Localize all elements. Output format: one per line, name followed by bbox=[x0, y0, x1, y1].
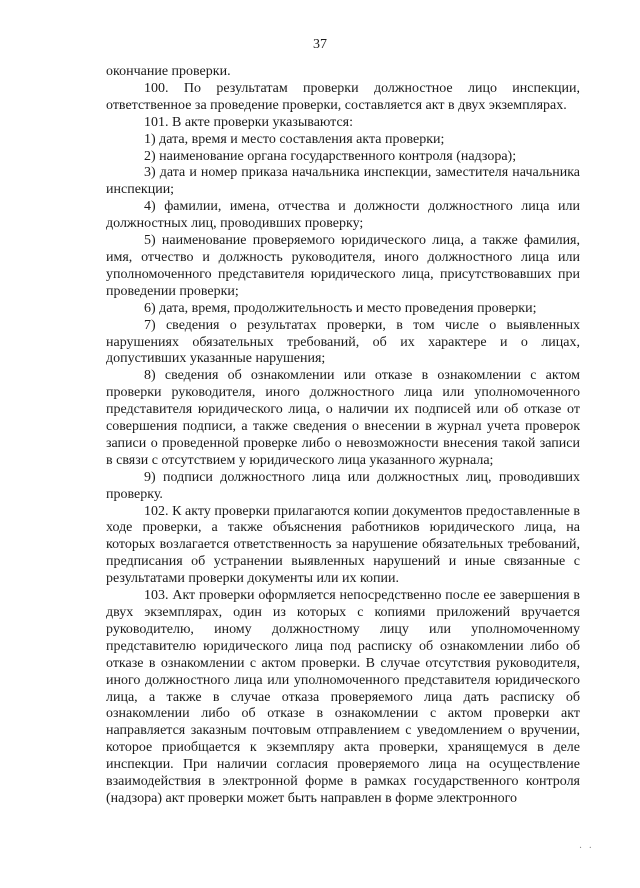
paragraph: 103. Акт проверки оформляется непосредственно после ее завершения в двух экземплярах, один из которых с копиями приложений вручается руководителю, иному должностному лицу или уполномоченному представителю юридического лица под расписку об ознакомлении либо об отказе в ознакомлении с актом проверки. В случае отсутствия руководителя, иного должностного лица или уполномоченного представителя юридического лица, а также в случае отказа проверяемого лица дать расписку об ознакомлении либо об отказе в ознакомлении с актом проверки акт направляется заказным почтовым отправлением с уведомлением о вручении, которое приобщается к экземпляру акта проверки, хранящемуся в деле инспекции. При наличии согласия проверяемого лица на осуществление взаимодействия в электронной форме в рамках государственного контроля (надзора) акт проверки может быть направлен в форме электронного bbox=[106, 588, 580, 806]
paragraph: 100. По результатам проверки должностное лицо инспекции, ответственное за проведение проверки, составляется акт в двух экземплярах. bbox=[106, 80, 580, 113]
paragraph: 102. К акту проверки прилагаются копии документов предоставленные в ходе проверки, а также объяснения работников юридического лица, на которых возлагается ответственность за нарушение обязательных требований, предписания об устранении выявленных нарушений и иные связанные с результатами проверки документы или их копии. bbox=[106, 503, 580, 587]
page-number: 37 bbox=[313, 37, 327, 52]
paragraph: 2) наименование органа государственного контроля (надзора); bbox=[144, 148, 517, 164]
paragraph: 3) дата и номер приказа начальника инспекции, заместителя начальника инспекции; bbox=[106, 165, 580, 198]
paragraph: 101. В акте проверки указываются: bbox=[144, 114, 354, 130]
paragraph: 6) дата, время, продолжительность и место проведения проверки; bbox=[144, 300, 537, 316]
scan-artifact: · · bbox=[578, 843, 594, 854]
paragraph: окончание проверки. bbox=[106, 64, 231, 79]
paragraph: 4) фамилии, имена, отчества и должности должностного лица или должностных лиц, проводивших проверку; bbox=[106, 199, 580, 232]
paragraph: 5) наименование проверяемого юридического лица, а также фамилия, имя, отчество и должность руководителя, иного должностного лица или уполномоченного представителя юридического лица, присутствовавших при проведении проверки; bbox=[106, 233, 580, 299]
paragraph: 1) дата, время и место составления акта проверки; bbox=[144, 131, 445, 147]
paragraph: 7) сведения о результатах проверки, в том числе о выявленных нарушениях обязательных требований, об их характере и о лицах, допустивших указанные нарушения; bbox=[106, 317, 580, 367]
paragraph: 9) подписи должностного лица или должностных лиц, проводивших проверку. bbox=[106, 469, 580, 502]
document-body bbox=[106, 64, 580, 808]
paragraph: 8) сведения об ознакомлении или отказе в ознакомлении с актом проверки руководителя, иного должностного лица или уполномоченного представителя юридического лица, о наличии их подписей или об отказе от совершения подписи, а также сведения о внесении в журнал учета проверок записи о проведенной проверке либо о невозможности внесения такой записи в связи с отсутствием у юридического лица указанного журнала; bbox=[106, 368, 580, 468]
